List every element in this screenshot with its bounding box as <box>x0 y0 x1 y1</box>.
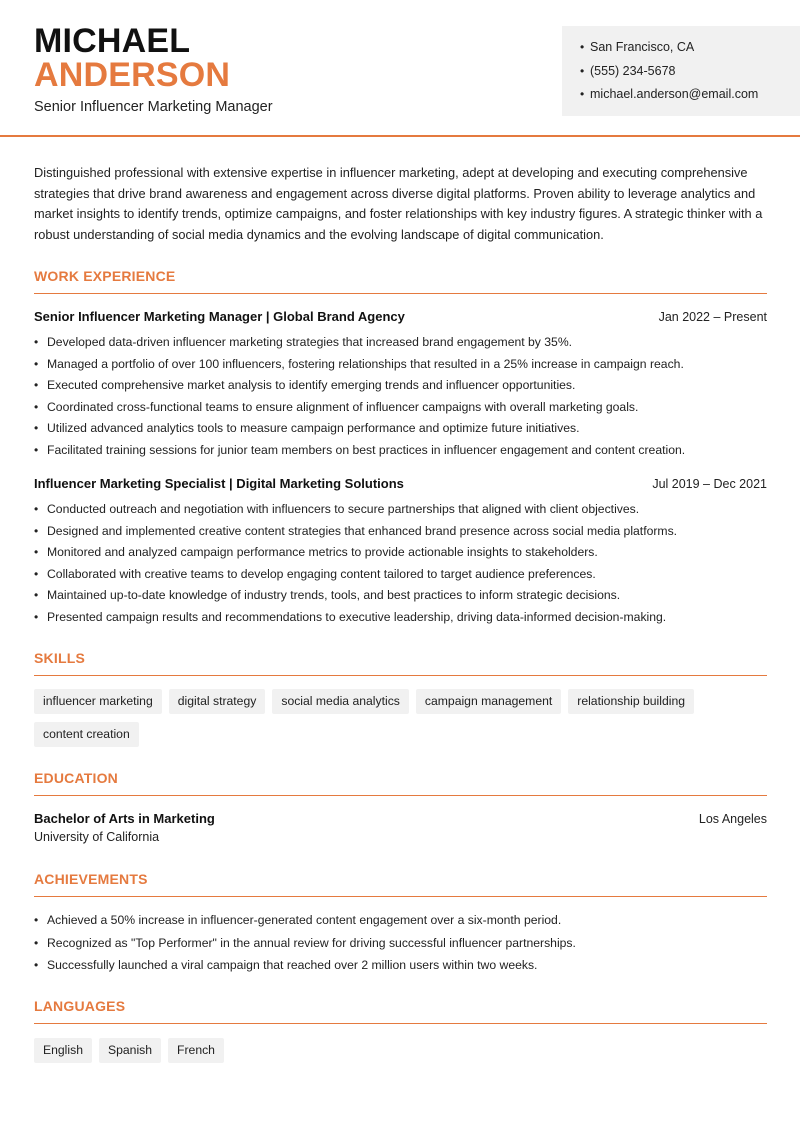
skill-tag: social media analytics <box>272 689 409 714</box>
language-tag: Spanish <box>99 1038 161 1063</box>
skill-tag: influencer marketing <box>34 689 162 714</box>
list-item: • Maintained up-to-date knowledge of industry trends, tools, and best practices to inform strategic decisions. <box>34 585 774 607</box>
list-item: • Successfully launched a viral campaign that reached over 2 million users within two weeks. <box>34 954 774 977</box>
contact-email[interactable]: • michael.anderson@email.com <box>580 85 800 109</box>
languages-list <box>34 1038 767 1063</box>
list-item: • Conducted outreach and negotiation with influencers to secure partnerships that aligned with client objectives. <box>34 499 774 521</box>
job-dates: Jul 2019 – Dec 2021 <box>652 477 767 491</box>
job-header <box>34 309 767 329</box>
skill-tag: campaign management <box>416 689 561 714</box>
section-title-work-experience: WORK EXPERIENCE <box>34 268 767 294</box>
job-header <box>34 476 767 496</box>
job-bullets <box>34 499 774 628</box>
contact-phone: • (555) 234-5678 <box>580 62 800 86</box>
contact-location: • San Francisco, CA <box>580 38 800 62</box>
language-tag: French <box>168 1038 224 1063</box>
professional-summary: Distinguished professional with extensive expertise in influencer marketing, adept at developing and executing comprehensive strategies that drive brand awareness and engagement across diverse digital platforms. Proven ability to leverage analytics and market insights to identify trends, optimize campaigns, and foster relationships with key industry figures. A strategic thinker with a robust understanding of social media dynamics and the evolving landscape of digital communication. <box>34 165 763 242</box>
job-title: Senior Influencer Marketing Manager <box>34 99 273 115</box>
language-tag: English <box>34 1038 92 1063</box>
list-item: • Collaborated with creative teams to develop engaging content tailored to target audience preferences. <box>34 564 774 586</box>
list-item: • Monitored and analyzed campaign performance metrics to provide actionable insights to stakeholders. <box>34 542 774 564</box>
list-item: • Executed comprehensive market analysis to identify emerging trends and influencer opportunities. <box>34 375 774 397</box>
resume-header <box>0 0 800 137</box>
list-item: • Utilized advanced analytics tools to measure campaign performance and optimize future initiatives. <box>34 418 774 440</box>
job-dates: Jan 2022 – Present <box>658 310 767 324</box>
degree: Bachelor of Arts in Marketing <box>34 811 215 826</box>
section-title-achievements: ACHIEVEMENTS <box>34 871 767 897</box>
skill-tag: relationship building <box>568 689 694 714</box>
list-item: • Achieved a 50% increase in influencer-generated content engagement over a six-month period. <box>34 909 774 932</box>
list-item: • Designed and implemented creative content strategies that enhanced brand presence across social media platforms. <box>34 521 774 543</box>
section-title-languages: LANGUAGES <box>34 998 767 1024</box>
contact-box <box>562 26 800 116</box>
school: University of California <box>34 830 160 844</box>
education-location: Los Angeles <box>698 812 767 826</box>
job-bullets <box>34 332 774 461</box>
section-title-skills: SKILLS <box>34 650 767 676</box>
list-item: • Developed data-driven influencer marketing strategies that increased brand engagement by 35%. <box>34 332 774 354</box>
list-item: • Facilitated training sessions for junior team members on best practices in influencer engagement and content creation. <box>34 440 774 462</box>
first-name: MICHAEL <box>34 22 191 60</box>
achievements-list <box>34 909 774 977</box>
list-item: • Presented campaign results and recommendations to executive leadership, driving data-informed decision-making. <box>34 607 774 629</box>
job-role: Influencer Marketing Specialist | Digital Marketing Solutions <box>34 476 404 491</box>
list-item: • Coordinated cross-functional teams to ensure alignment of influencer campaigns with overall marketing goals. <box>34 397 774 419</box>
last-name: ANDERSON <box>34 56 231 94</box>
skill-tag: digital strategy <box>169 689 266 714</box>
list-item: • Managed a portfolio of over 100 influencers, fostering relationships that resulted in a 25% increase in campaign reach. <box>34 354 774 376</box>
list-item: • Recognized as "Top Performer" in the annual review for driving successful influencer partnerships. <box>34 932 774 955</box>
job-role: Senior Influencer Marketing Manager | Global Brand Agency <box>34 309 405 324</box>
section-title-education: EDUCATION <box>34 770 767 796</box>
skill-tag: content creation <box>34 722 139 747</box>
skills-list <box>34 689 714 747</box>
